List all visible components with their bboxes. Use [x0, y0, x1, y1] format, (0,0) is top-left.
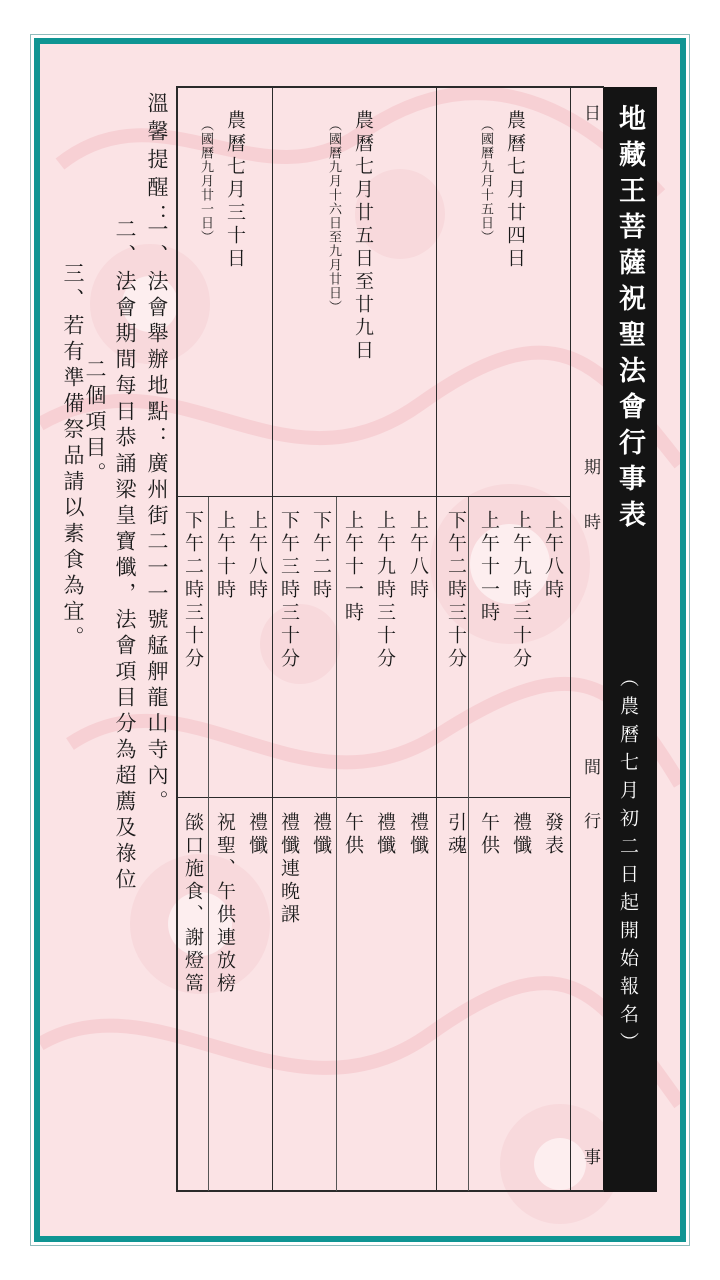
- day3-row3-event: 燄口施食、謝燈篙: [182, 812, 204, 996]
- note-line-3: 三、若有準備祭品請以素食為宜。: [61, 262, 85, 652]
- date-time-divider: [176, 496, 571, 497]
- table-bottom-border: [176, 1190, 604, 1192]
- note-line-2: 二、法會期間每日恭誦梁皇寶懺，法會項目分為超薦及祿位: [113, 218, 137, 894]
- day1-lunar-date: 農曆七月廿四日: [504, 110, 526, 271]
- day2-lunar-date: 農曆七月廿五日至廿九日: [352, 110, 374, 363]
- day2-row1-event: 禮懺: [407, 812, 429, 858]
- day2-row4-time: 下午二時: [310, 510, 332, 602]
- day3-row2-event: 祝聖、午供連放榜: [214, 812, 236, 996]
- note-line-2-continued: 二個項目。: [83, 358, 107, 488]
- table-left-border: [176, 86, 178, 1192]
- table-top-border: [176, 86, 604, 88]
- day2-row1-time: 上午八時: [407, 510, 429, 602]
- day1-divider: [436, 86, 437, 1192]
- day2-row2-time: 上午九時三十分: [374, 510, 396, 671]
- day1-row2-time: 上午九時三十分: [510, 510, 532, 671]
- day1-row4-event: 引魂: [445, 812, 467, 858]
- day1-row1-event: 發表: [542, 812, 564, 858]
- notes-heading: 溫馨提醒：: [145, 92, 169, 232]
- day3-lunar-date: 農曆七月三十日: [224, 110, 246, 271]
- header-date-bottom: 期: [580, 458, 600, 475]
- day2-divider: [272, 86, 273, 1192]
- day2-row5-time: 下午三時三十分: [278, 510, 300, 671]
- header-event-top: 行: [580, 812, 600, 829]
- day2-row5-event: 禮懺連晚課: [278, 812, 300, 927]
- header-time-top: 時: [580, 513, 600, 530]
- time-event-divider: [176, 797, 571, 798]
- row-divider: [208, 497, 209, 1191]
- day1-row1-time: 上午八時: [542, 510, 564, 602]
- day1-row3-time: 上午十一時: [478, 510, 500, 625]
- page-title: 地藏王菩薩祝聖法會行事表: [614, 104, 645, 536]
- page-subtitle: （農曆七月初二日起開始報名）: [617, 668, 639, 1060]
- day1-row4-time: 下午二時三十分: [445, 510, 467, 671]
- day1-row2-event: 禮懺: [510, 812, 532, 858]
- row-divider: [336, 497, 337, 1191]
- day3-gregorian-date: （國曆九月廿一日）: [198, 118, 213, 244]
- day2-row2-event: 禮懺: [374, 812, 396, 858]
- day3-row1-time: 上午八時: [246, 510, 268, 602]
- day3-row2-time: 上午十時: [214, 510, 236, 602]
- day2-row3-time: 上午十一時: [342, 510, 364, 625]
- note-line-1: 一、法會舉辦地點：廣州街二一一號艋舺龍山寺內。: [145, 218, 169, 816]
- day2-row4-event: 禮懺: [310, 812, 332, 858]
- day2-row3-event: 午供: [342, 812, 364, 858]
- day1-gregorian-date: （國曆九月十五日）: [478, 118, 493, 244]
- header-date-top: 日: [580, 104, 600, 121]
- header-column-divider: [570, 86, 571, 1192]
- header-time-bottom: 間: [580, 758, 600, 775]
- header-event-bottom: 事: [580, 1148, 600, 1165]
- day2-gregorian-date: （國曆九月十六日至九月廿日）: [326, 118, 341, 314]
- day3-row3-time: 下午二時三十分: [182, 510, 204, 671]
- day1-row3-event: 午供: [478, 812, 500, 858]
- day3-row1-event: 禮懺: [246, 812, 268, 858]
